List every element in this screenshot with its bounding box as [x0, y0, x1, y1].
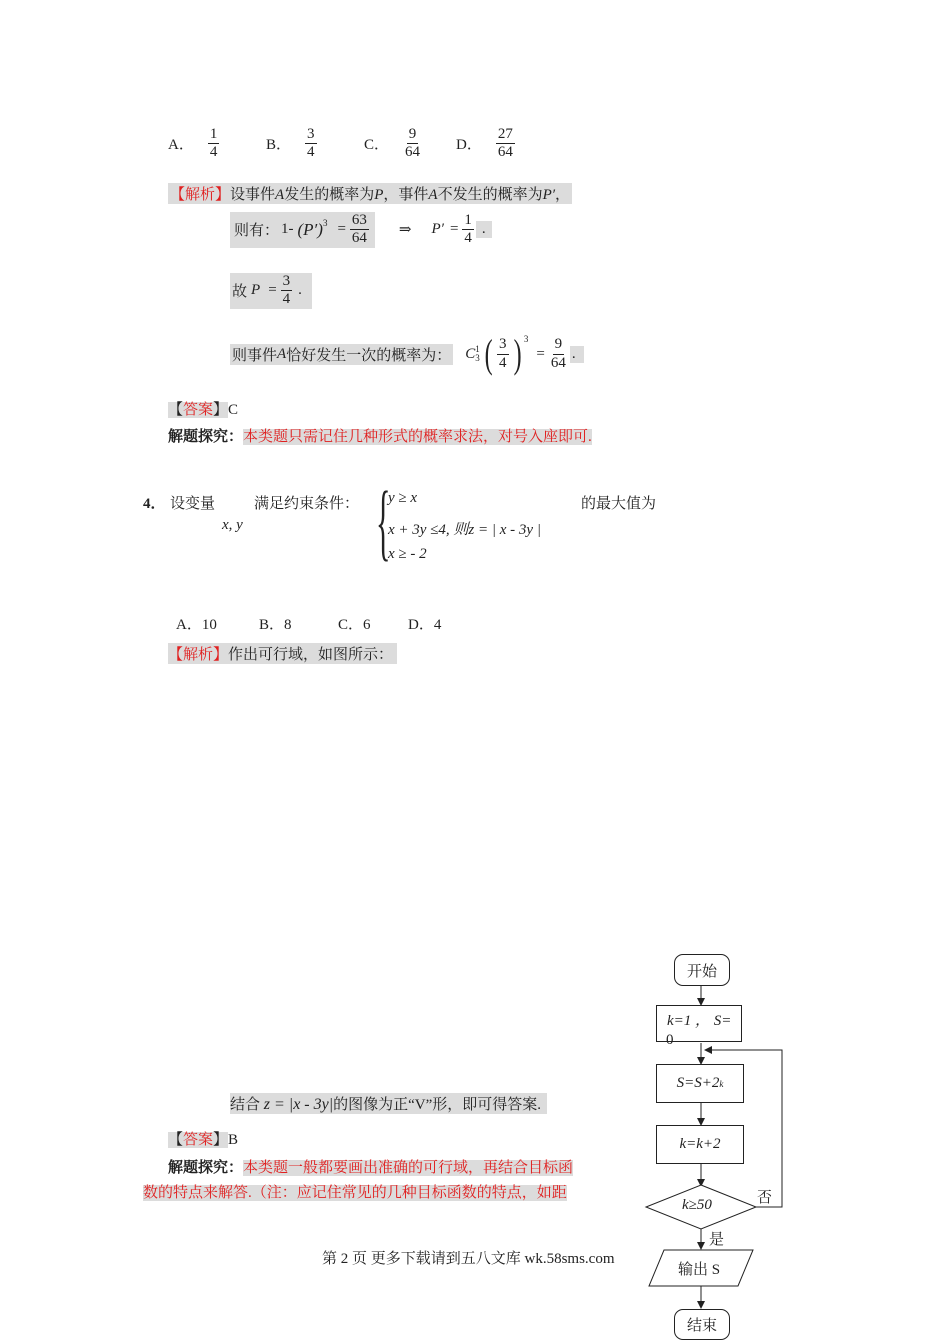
q4-number: 4． [143, 496, 166, 512]
q4-vars: x, y [222, 517, 243, 533]
analysis-tag: 【解析】 [168, 647, 229, 663]
flow-decision-label: k≥50 [682, 1197, 712, 1213]
flow-init: k=1 ， S= 0 [656, 1005, 742, 1042]
q3-analysis-line: 【解析】设事件A发生的概率为P，事件A不发生的概率为P′， [168, 183, 572, 204]
constraint-3: x ≥ - 2 [388, 546, 427, 562]
flow-no-label: 否 [757, 1190, 773, 1206]
q3-probability-line: 则事件 A 恰好发生一次的概率为： C 1 3 ( $\frac{3}{4}$ ) $^3$ = $\frac{9}{64}$ . [230, 334, 584, 374]
option-d-fraction: $\frac{27}{64}$ [497, 126, 513, 161]
constraint-1: y ≥ x [388, 490, 418, 506]
flow-start: 开始 [674, 954, 730, 986]
q3-option-c: C． $\frac{9}{64}$ [364, 126, 421, 161]
flow-sum-step: S=S+2 k [656, 1064, 744, 1103]
constraint-2: x + 3y ≤4, 则z = | x - 3y | [388, 522, 541, 538]
q4-text-1: 设变量 [170, 496, 216, 512]
q3-option-d: D． $\frac{27}{64}$ [456, 126, 513, 161]
q4-analysis-line: 【解析】作出可行域，如图所示： [168, 643, 397, 664]
q4-text-3: 的最大值为 [581, 496, 657, 512]
system-brace: { [376, 473, 391, 569]
q3-option-b: B． $\frac{3}{4}$ [266, 126, 315, 161]
q3-explore: 解题探究：本类题只需记住几种形式的概率求法，对号入座即可. [168, 429, 592, 445]
option-a-fraction: $\frac{1}{4}$ [209, 126, 218, 161]
q3-equation-line: 则有： 1- (P′) $^3$ = $\frac{63}{64}$ ⇒ P′ = $\frac{1}{4}$ . [230, 212, 492, 248]
q4-option-a: A．10 [176, 617, 217, 633]
q4-option-d: D．4 [408, 617, 442, 633]
flow-end: 结束 [674, 1309, 730, 1340]
flow-output-label: 输出 S [678, 1262, 721, 1278]
q3-answer: 【答案】C [168, 402, 239, 418]
q4-option-c: C．6 [338, 617, 371, 633]
q4-combine-line: 结合 z = |x - 3y|的图像为正“V”形，即可得答案. [230, 1093, 547, 1114]
page-footer: 第 2 页 更多下载请到五八文库 wk.58sms.com [322, 1251, 615, 1267]
q4-explore-line-1: 解题探究：本类题一般都要画出准确的可行域，再结合目标函 [168, 1160, 574, 1176]
q4-explore-line-2: 数的特点来解答.（注：应记住常见的几种目标函数的特点，如距 [143, 1185, 567, 1201]
option-b-fraction: $\frac{3}{4}$ [307, 126, 315, 161]
analysis-tag: 【解析】 [170, 187, 231, 203]
flow-yes-label: 是 [709, 1232, 725, 1248]
q3-result-line: 故 P = $\frac{3}{4}$ . [230, 273, 312, 309]
q3-option-a: A． $\frac{1}{4}$ [168, 126, 218, 161]
flow-increment-step: k=k+2 [656, 1125, 744, 1164]
q4-text-2: 满足约束条件： [254, 496, 360, 512]
option-c-fraction: $\frac{9}{64}$ [405, 126, 421, 161]
q4-answer: 【答案】B [168, 1132, 239, 1148]
q4-option-b: B．8 [259, 617, 292, 633]
